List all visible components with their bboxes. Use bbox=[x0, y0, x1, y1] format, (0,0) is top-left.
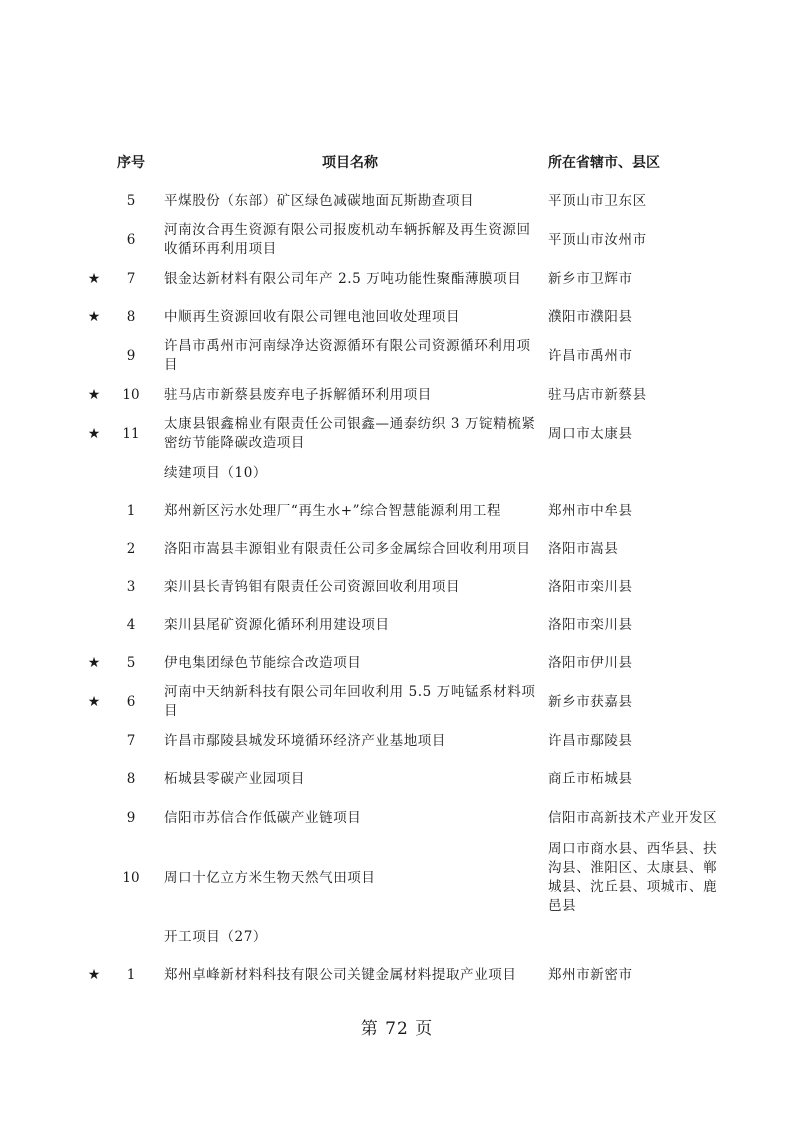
row-serial-number: 5 bbox=[126, 192, 136, 209]
table-row bbox=[0, 220, 794, 260]
row-serial-number: 5 bbox=[126, 654, 136, 671]
project-location: 信阳市高新技术产业开发区 bbox=[548, 809, 718, 826]
project-location: 洛阳市栾川县 bbox=[548, 616, 633, 633]
row-serial-number: 1 bbox=[126, 966, 136, 983]
section-heading: 续建项目（10） bbox=[164, 464, 267, 481]
project-location: 平顶山市汝州市 bbox=[548, 231, 647, 248]
section-heading-row bbox=[0, 918, 794, 956]
project-name: 栾川县长青钨钼有限责任公司资源回收利用项目 bbox=[164, 578, 461, 595]
project-name: 信阳市苏信合作低碳产业链项目 bbox=[164, 809, 362, 826]
table-row bbox=[0, 530, 794, 568]
project-name: 洛阳市嵩县丰源钼业有限责任公司多金属综合回收利用项目 bbox=[164, 540, 531, 557]
table-row bbox=[0, 838, 794, 918]
row-serial-number: 6 bbox=[126, 231, 136, 248]
table-header bbox=[0, 148, 794, 174]
row-serial-number: 11 bbox=[122, 425, 140, 442]
black-star-icon: ★ bbox=[87, 966, 101, 983]
project-name: 中顺再生资源回收有限公司锂电池回收处理项目 bbox=[164, 308, 461, 325]
black-star-icon: ★ bbox=[87, 425, 101, 442]
table-row bbox=[0, 298, 794, 336]
project-name: 河南中天纳新科技有限公司年回收利用 5.5 万吨锰系材料项目 bbox=[164, 684, 536, 719]
header-location: 所在省辖市、县区 bbox=[548, 155, 660, 171]
project-location: 许昌市鄢陵县 bbox=[548, 732, 633, 749]
row-serial-number: 8 bbox=[126, 770, 136, 787]
black-star-icon: ★ bbox=[87, 270, 101, 287]
table-row bbox=[0, 260, 794, 298]
project-name: 银金达新材料有限公司年产 2.5 万吨功能性聚酯薄膜项目 bbox=[164, 270, 522, 287]
project-name: 郑州卓峰新材料科技有限公司关键金属材料提取产业项目 bbox=[164, 966, 517, 983]
black-star-icon: ★ bbox=[87, 386, 101, 403]
project-location: 新乡市获嘉县 bbox=[548, 693, 633, 710]
project-location: 驻马店市新蔡县 bbox=[548, 386, 647, 403]
table-row bbox=[0, 956, 794, 994]
project-name: 伊电集团绿色节能综合改造项目 bbox=[164, 654, 362, 671]
table-row bbox=[0, 760, 794, 798]
project-location: 洛阳市伊川县 bbox=[548, 654, 633, 671]
row-serial-number: 3 bbox=[126, 578, 136, 595]
row-serial-number: 9 bbox=[126, 809, 136, 826]
black-star-icon: ★ bbox=[87, 308, 101, 325]
table-row bbox=[0, 682, 794, 722]
project-name: 栾川县尾矿资源化循环利用建设项目 bbox=[164, 616, 390, 633]
row-serial-number: 4 bbox=[126, 616, 136, 633]
project-location: 洛阳市栾川县 bbox=[548, 578, 633, 595]
project-location: 濮阳市濮阳县 bbox=[548, 308, 633, 325]
row-serial-number: 6 bbox=[126, 693, 136, 710]
table-row bbox=[0, 606, 794, 644]
section-heading-row bbox=[0, 454, 794, 492]
section-heading: 开工项目（27） bbox=[164, 928, 267, 945]
row-serial-number: 9 bbox=[126, 347, 136, 364]
project-location: 周口市商水县、西华县、扶沟县、淮阳区、太康县、郸城县、沈丘县、项城市、鹿邑县 bbox=[548, 841, 718, 914]
table-row bbox=[0, 414, 794, 454]
row-serial-number: 1 bbox=[126, 502, 136, 519]
table-row bbox=[0, 182, 794, 220]
table-row bbox=[0, 722, 794, 760]
project-location: 商丘市柘城县 bbox=[548, 770, 633, 787]
project-name: 郑州新区污水处理厂“再生水+”综合智慧能源利用工程 bbox=[164, 502, 502, 519]
row-serial-number: 10 bbox=[122, 869, 140, 886]
project-name: 平煤股份（东部）矿区绿色减碳地面瓦斯勘查项目 bbox=[164, 192, 475, 209]
project-location: 郑州市新密市 bbox=[548, 966, 633, 983]
row-serial-number: 7 bbox=[126, 270, 136, 287]
project-location: 周口市太康县 bbox=[548, 425, 633, 442]
page-number: 第 72 页 bbox=[360, 1019, 434, 1039]
black-star-icon: ★ bbox=[87, 654, 101, 671]
table-row bbox=[0, 492, 794, 530]
project-location: 新乡市卫辉市 bbox=[548, 270, 633, 287]
project-name: 许昌市鄢陵县城发环境循环经济产业基地项目 bbox=[164, 732, 446, 749]
row-serial-number: 2 bbox=[126, 540, 136, 557]
table-row bbox=[0, 644, 794, 682]
table-row bbox=[0, 336, 794, 376]
project-name: 太康县银鑫棉业有限责任公司银鑫—通泰纺织 3 万锭精梳紧密纺节能降碳改造项目 bbox=[164, 416, 536, 451]
row-serial-number: 8 bbox=[126, 308, 136, 325]
header-serial-number: 序号 bbox=[117, 155, 145, 171]
project-name: 驻马店市新蔡县废弃电子拆解循环利用项目 bbox=[164, 386, 432, 403]
row-serial-number: 7 bbox=[126, 732, 136, 749]
project-name: 周口十亿立方米生物天然气田项目 bbox=[164, 869, 376, 886]
black-star-icon: ★ bbox=[87, 693, 101, 710]
header-project-name: 项目名称 bbox=[322, 155, 378, 171]
table-row bbox=[0, 568, 794, 606]
table-row bbox=[0, 798, 794, 838]
project-location: 郑州市中牟县 bbox=[548, 502, 633, 519]
project-location: 平顶山市卫东区 bbox=[548, 192, 647, 209]
table-row bbox=[0, 376, 794, 414]
project-location: 洛阳市嵩县 bbox=[548, 540, 619, 557]
project-name: 河南汝合再生资源有限公司报废机动车辆拆解及再生资源回收循环再利用项目 bbox=[164, 222, 531, 257]
project-name: 许昌市禹州市河南绿净达资源循环有限公司资源循环利用项目 bbox=[164, 338, 531, 373]
project-table bbox=[0, 182, 794, 994]
project-name: 柘城县零碳产业园项目 bbox=[164, 770, 305, 787]
project-location: 许昌市禹州市 bbox=[548, 347, 633, 364]
row-serial-number: 10 bbox=[122, 386, 140, 403]
